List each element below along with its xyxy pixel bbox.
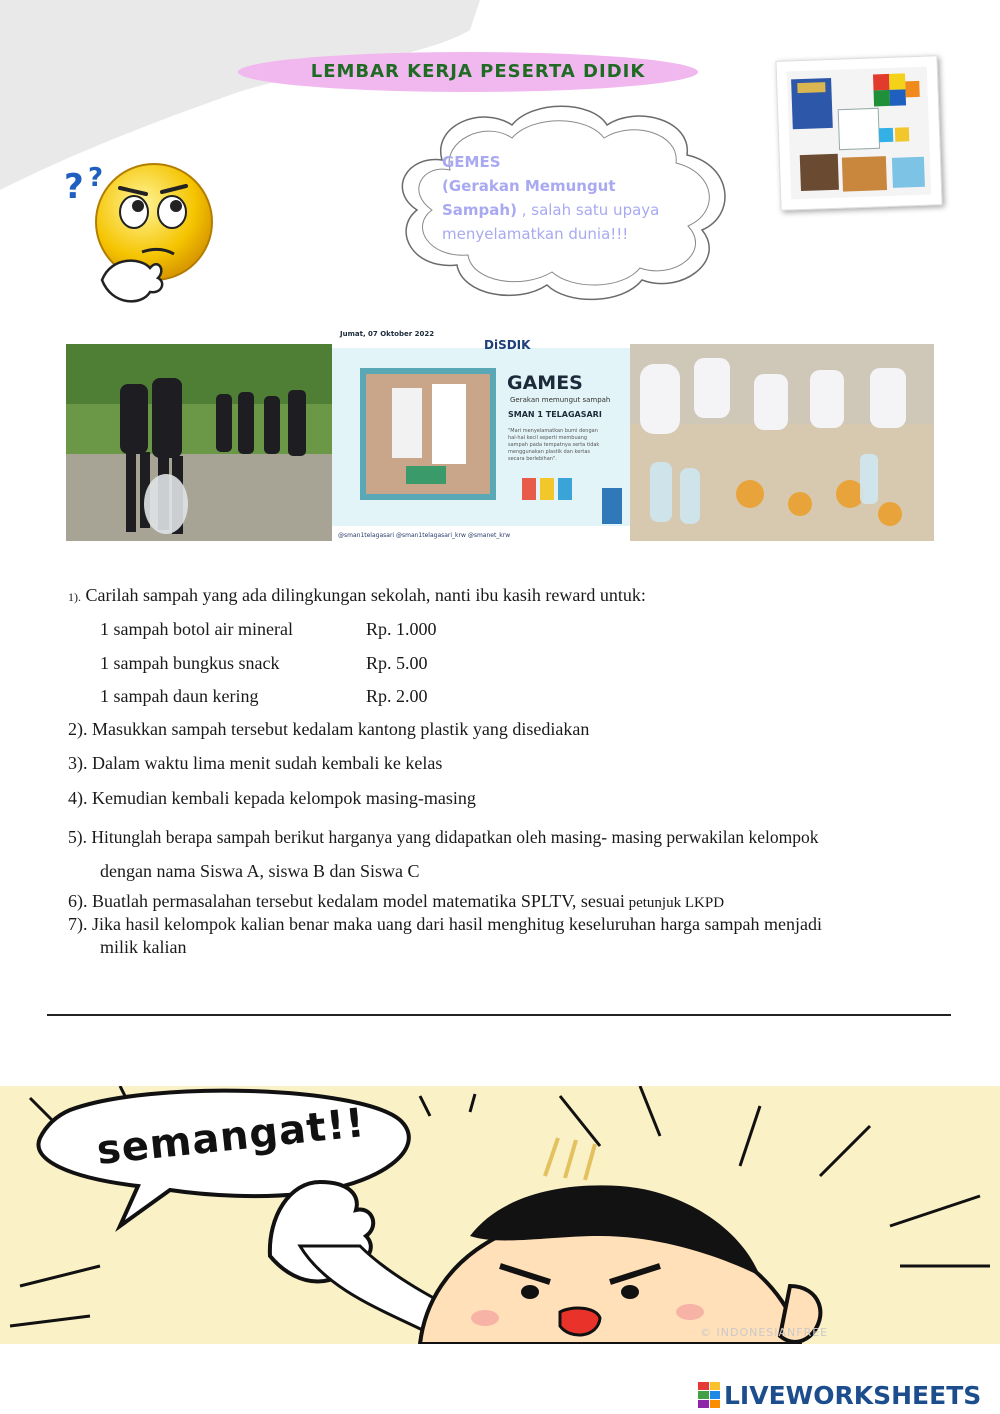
divider-line	[47, 1014, 951, 1016]
reward-item-name: 1 sampah botol air mineral	[100, 619, 293, 639]
svg-text:?: ?	[64, 167, 84, 207]
reward-item-name: 1 sampah bungkus snack	[100, 653, 280, 673]
poster-school: SMAN 1 TELAGASARI	[508, 410, 602, 419]
poster-subtitle: Gerakan memungut sampah	[510, 396, 611, 404]
cloud-line: menyelamatkan dunia!!!	[442, 225, 629, 243]
photo-strip	[66, 328, 934, 543]
instruction-step-5-cont: dengan nama Siswa A, siswa B dan Siswa C	[100, 861, 420, 881]
instruction-step-3: 3). Dalam waktu lima menit sudah kembali ke kelas	[68, 753, 443, 773]
reward-item-price: Rp. 1.000	[366, 619, 437, 639]
instruction-step-6: 6). Buatlah permasalahan tersebut kedalam model matematika SPLTV, sesuai petunjuk LKPD	[68, 891, 725, 911]
instruction-step-5: 5). Hitunglah berapa sampah berikut harganya yang didapatkan oleh masing- masing perwakilan kelompok	[68, 827, 819, 847]
image-watermark: © INDONESIANFREE	[700, 1326, 829, 1339]
photo-students-collecting-trash	[66, 344, 334, 541]
photo-students-sorting-trash	[630, 344, 934, 541]
cloud-line: (Gerakan Memungut	[442, 177, 616, 195]
instruction-step-2: 2). Masukkan sampah tersebut kedalam kantong plastik yang disediakan	[68, 719, 590, 739]
stationery-photo	[775, 55, 942, 211]
instruction-step-4: 4). Kemudian kembali kepada kelompok masing-masing	[68, 788, 476, 808]
poster-title: GAMES	[507, 372, 583, 394]
reward-item-name: 1 sampah daun kering	[100, 686, 259, 706]
semangat-comic	[0, 1086, 1000, 1344]
liveworksheets-logo[interactable]	[698, 1380, 981, 1410]
svg-text:?: ?	[88, 163, 104, 193]
svg-text:secara berlebihan".: secara berlebihan".	[508, 456, 557, 462]
speech-bubble-text: semangat!!	[94, 1100, 368, 1174]
page-title: LEMBAR KERJA PESERTA DIDIK	[310, 61, 646, 82]
reward-item-price: Rp. 2.00	[366, 686, 428, 706]
instruction-step-7-cont: milik kalian	[100, 937, 187, 957]
cloud-line: Sampah) , salah satu upaya	[442, 201, 660, 219]
games-poster	[332, 328, 630, 541]
poster-date: Jumat, 07 Oktober 2022	[340, 330, 435, 338]
svg-text:"Mari menyelamatkan bumi denga: "Mari menyelamatkan bumi dengan	[508, 428, 598, 434]
svg-text:hal-hal kecil seperti membuang: hal-hal kecil seperti membuang	[508, 435, 588, 441]
liveworksheets-brand: LIVEWORKSHEETS	[724, 1380, 982, 1410]
svg-text:@sman1telagasari @sman1telagas: @sman1telagasari @sman1telagasari_krw @smanet_krw	[338, 532, 511, 539]
svg-text:sampah pada tempatnya serta ti: sampah pada tempatnya serta tidak	[508, 442, 600, 448]
cloud-line: GEMES	[442, 153, 501, 171]
poster-brand: DiSDIK	[484, 338, 531, 352]
instruction-step-1: 1). Carilah sampah yang ada dilingkungan sekolah, nanti ibu kasih reward untuk:	[68, 585, 646, 605]
instruction-step-7: 7). Jika hasil kelompok kalian benar maka uang dari hasil menghitug keseluruhan harga sampah menjadi	[68, 914, 822, 934]
reward-item-price: Rp. 5.00	[366, 653, 428, 673]
cloud-text	[442, 150, 692, 246]
liveworksheets-badge-icon	[698, 1382, 720, 1408]
svg-text:menggunakan plastik dan kertas: menggunakan plastik dan kertas	[508, 449, 591, 455]
thinking-emoji-icon	[62, 160, 222, 310]
